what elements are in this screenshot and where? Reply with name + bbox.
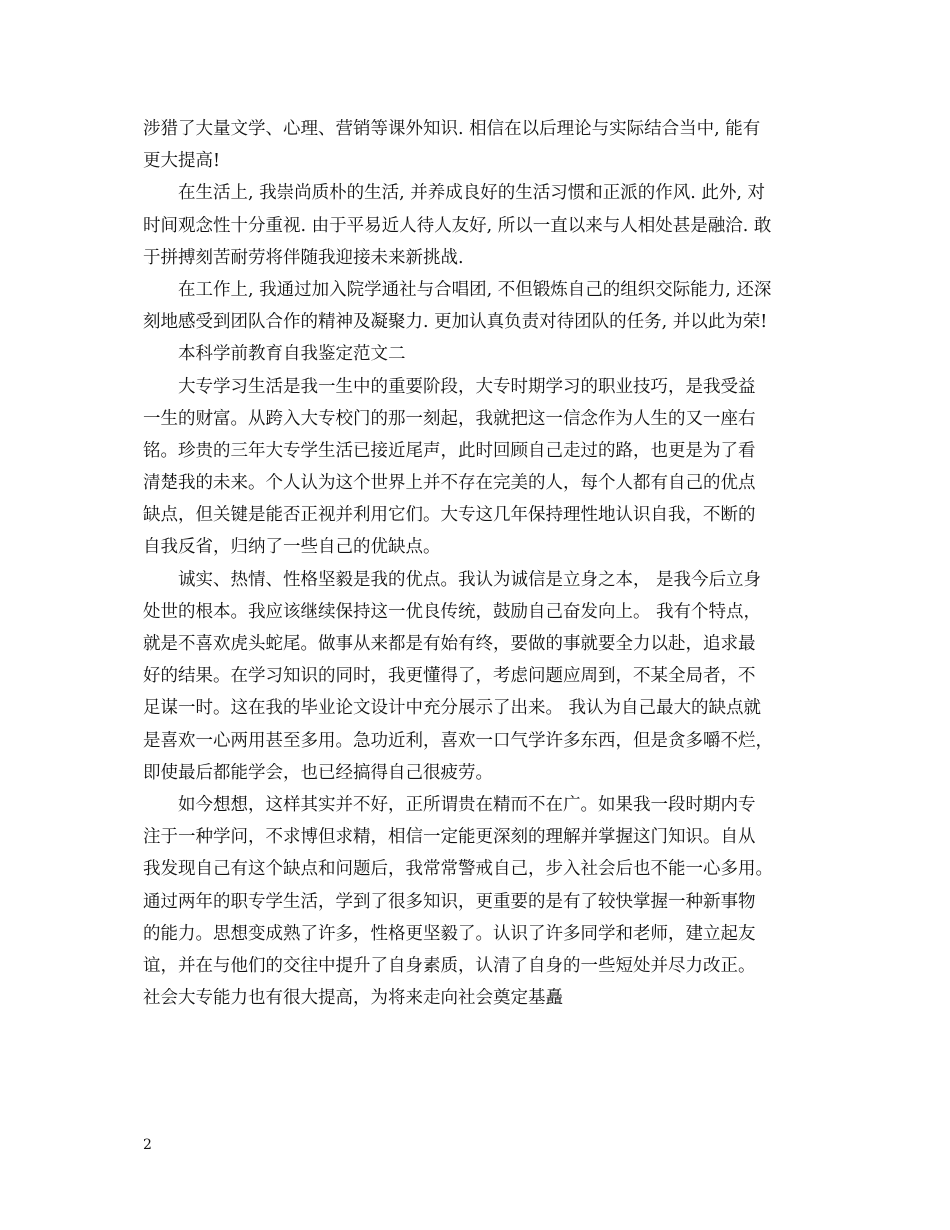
text-line: 就是不喜欢虎头蛇尾。做事从来都是有始有终，要做的事就要全力以赴，追求最 <box>143 634 756 654</box>
text-line: 注于一种学问，不求博但求精，相信一定能更深刻的理解并掌握这门知识。自从 <box>143 827 756 848</box>
section-heading: 本科学前教育自我鉴定范文二 <box>143 344 406 365</box>
text-line: 自我反省，归纳了一些自己的优缺点。 <box>143 537 441 558</box>
text-line: 诚实、热情、性格坚毅是我的优点。我认为诚信是立身之本， 是我今后立身 <box>143 569 762 590</box>
text-line: 的能力。思想变成熟了许多，性格更坚毅了。认识了许多同学和老师，建立起友 <box>143 923 756 944</box>
text-line: 一生的财富。从跨入大专校门的那一刻起，我就把这一信念作为人生的又一座右 <box>143 408 756 429</box>
text-line: 更大提高! <box>143 151 221 172</box>
text-line: 好的结果。在学习知识的同时，我更懂得了，考虑问题应周到，不某全局者，不 <box>143 666 756 687</box>
page-number: 2 <box>143 1137 152 1153</box>
text-line: 铭。珍贵的三年大专学生活已接近尾声，此时回顾自己走过的路，也更是为了看 <box>143 440 756 461</box>
text-line: 在生活上, 我崇尚质朴的生活, 并养成良好的生活习惯和正派的作风. 此外, 对 <box>143 183 765 204</box>
text-line: 刻地感受到团队合作的精神及凝聚力. 更加认真负责对待团队的任务, 并以此为荣! <box>143 312 768 333</box>
text-line: 时间观念性十分重视. 由于平易近人待人友好, 所以一直以来与人相处甚是融洽. 敢 <box>143 215 772 236</box>
text-line: 足谋一时。这在我的毕业论文设计中充分展示了出来。 我认为自己最大的缺点就 <box>143 698 762 719</box>
document-body <box>143 113 823 1014</box>
text-line: 大专学习生活是我一生中的重要阶段，大专时期学习的职业技巧，是我受益 <box>143 376 756 397</box>
text-line: 我发现自己有这个缺点和问题后，我常常警戒自己，步入社会后也不能一心多用。 <box>143 859 773 880</box>
text-line: 是喜欢一心两用甚至多用。急功近利，喜欢一口气学许多东西，但是贪多嚼不烂， <box>143 730 773 751</box>
text-line: 于拼搏刻苦耐劳将伴随我迎接未来新挑战. <box>143 247 464 268</box>
text-line: 谊，并在与他们的交往中提升了自身素质，认清了自身的一些短处并尽力改正。 <box>143 955 756 976</box>
text-line: 社会大专能力也有很大提高，为将来走向社会奠定基矗 <box>143 988 563 1009</box>
text-line: 如今想想，这样其实并不好，正所谓贵在精而不在广。如果我一段时期内专 <box>143 794 756 815</box>
text-line: 处世的根本。我应该继续保持这一优良传统，鼓励自己奋发向上。 我有个特点， <box>143 601 762 622</box>
text-line: 清楚我的未来。个人认为这个世界上并不存在完美的人，每个人都有自己的优点 <box>143 473 756 494</box>
text-line: 涉猎了大量文学、心理、营销等课外知识. 相信在以后理论与实际结合当中, 能有 <box>143 119 761 139</box>
text-line: 即使最后都能学会，也已经搞得自己很疲劳。 <box>143 762 493 783</box>
text-line: 缺点，但关键是能否正视并利用它们。大专这几年保持理性地认识自我，不断的 <box>143 505 756 526</box>
text-line: 通过两年的职专学生活，学到了很多知识，更重要的是有了较快掌握一种新事物 <box>143 891 756 912</box>
text-line: 在工作上, 我通过加入院学通社与合唱团, 不但锻炼自己的组织交际能力, 还深 <box>143 279 772 300</box>
